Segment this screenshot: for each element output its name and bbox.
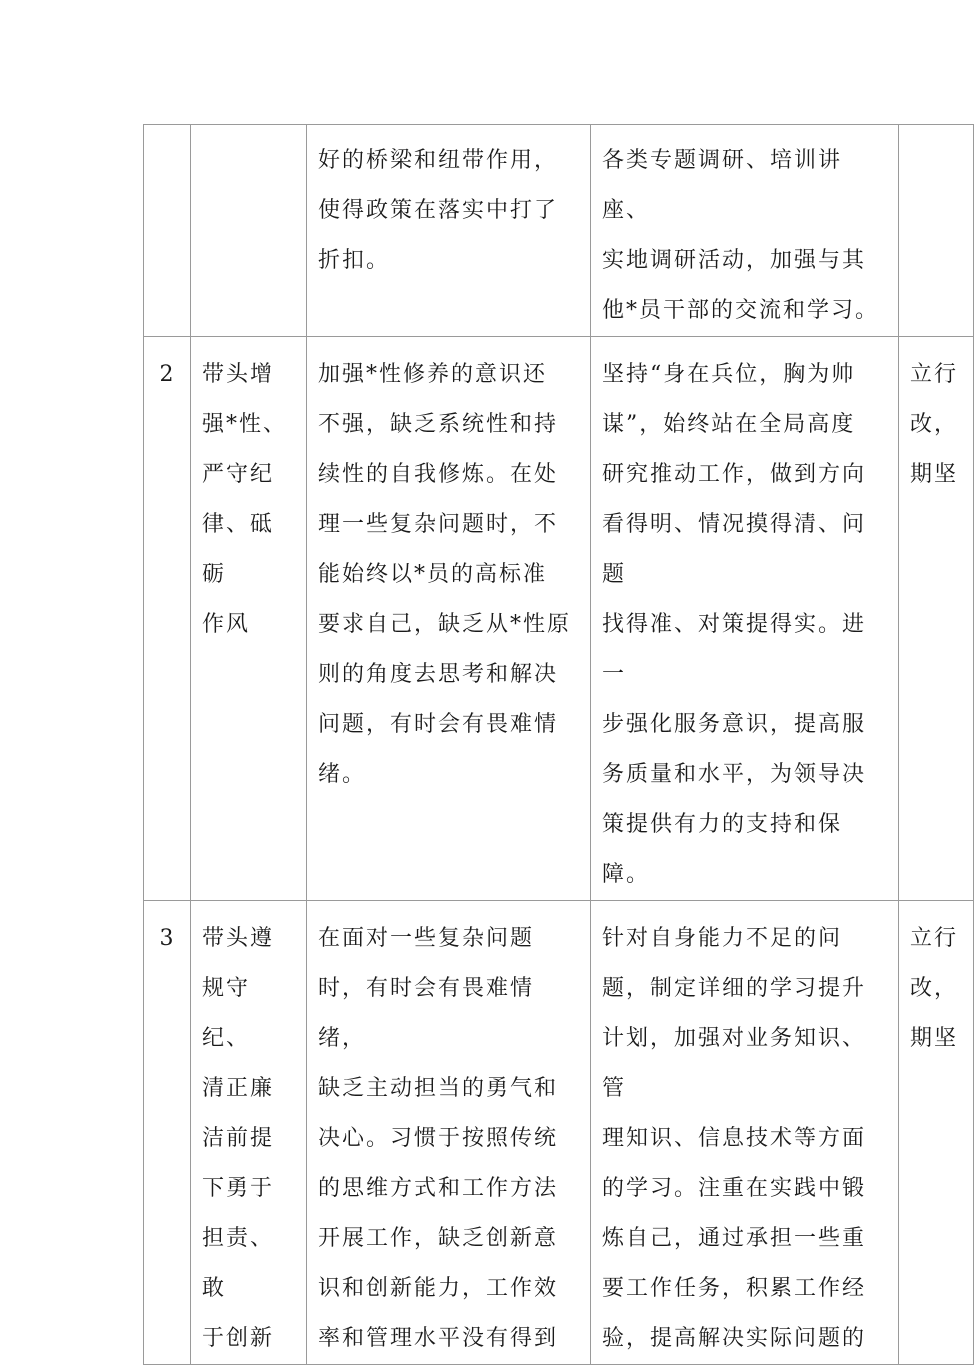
measures-cell: 各类专题调研、培训讲座、 实地调研活动，加强与其 他*员干部的交流和学习。 [591,125,899,337]
item-cell: 带头遵 规守纪、 清正廉 洁前提 下勇于 担责、敢 于创新 [191,901,307,1365]
item-cell [191,125,307,337]
row-number-cell: 3 [144,901,191,1365]
problem-cell: 在面对一些复杂问题 时，有时会有畏难情绪， 缺乏主动担当的勇气和 决心。习惯于按照传统 的思维方式和工作方法 开展工作，缺乏创新意 识和创新能力，工作效 率和管理水平没有得到 [307,901,591,1365]
problem-cell: 加强*性修养的意识还 不强，缺乏系统性和持 续性的自我修炼。在处 理一些复杂问题时，不 能始终以*员的高标准 要求自己，缺乏从*性原 则的角度去思考和解决 问题，有时会有畏难情 绪。 [307,337,591,901]
problem-cell: 好的桥梁和纽带作用， 使得政策在落实中打了 折扣。 [307,125,591,337]
row-number-cell [144,125,191,337]
timeline-cell: 立行 改， 期坚 [899,901,974,1365]
item-cell: 带头增 强*性、 严守纪 律、砥砺 作风 [191,337,307,901]
measures-cell: 坚持“身在兵位，胸为帅 谋”，始终站在全局高度 研究推动工作，做到方向 看得明、情况摸得清、问题 找得准、对策提得实。进一 步强化服务意识，提高服 务质量和水平，为领导决 策提供有力的支持和保 障。 [591,337,899,901]
row-number-cell: 2 [144,337,191,901]
timeline-cell [899,125,974,337]
timeline-cell: 立行 改， 期坚 [899,337,974,901]
table-row [144,125,974,337]
table-row [144,901,974,1365]
rectification-table [143,124,974,1365]
table-row [144,337,974,901]
measures-cell: 针对自身能力不足的问 题，制定详细的学习提升 计划，加强对业务知识、管 理知识、信息技术等方面 的学习。注重在实践中锻 炼自己，通过承担一些重 要工作任务，积累工作经 验，提高解决实际问题的 [591,901,899,1365]
